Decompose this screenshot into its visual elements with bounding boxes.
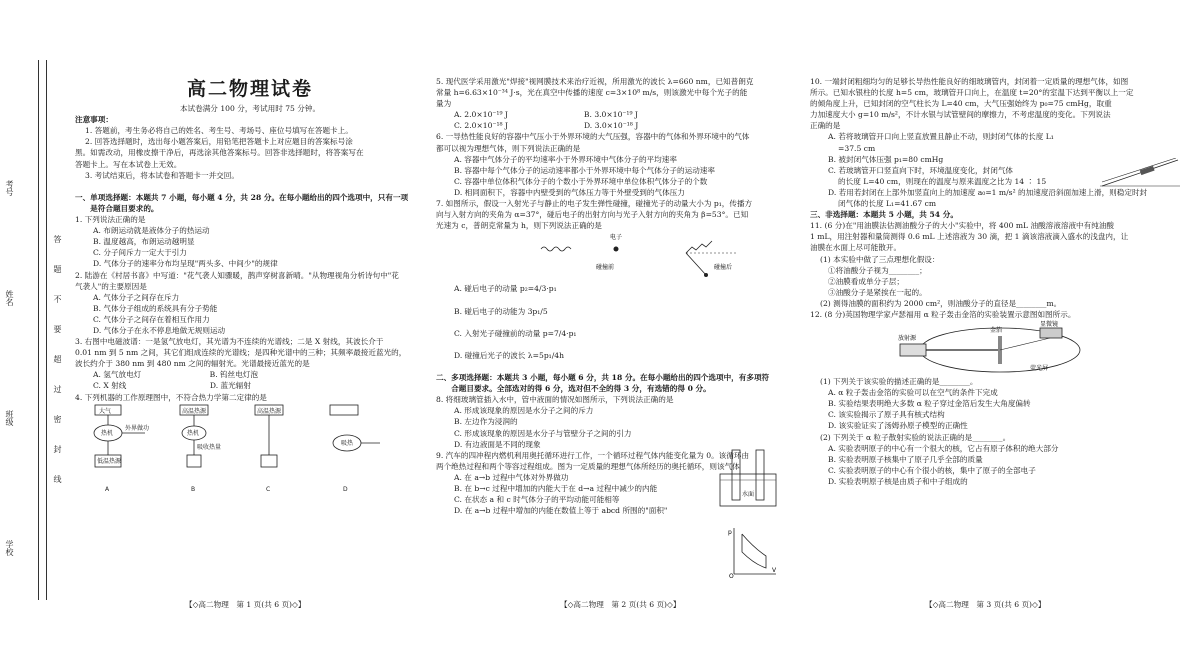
seal-char: 线 (53, 475, 62, 483)
otto-cycle-figure (728, 526, 778, 578)
text-line: A. 2.0×10⁻¹⁹ J B. 3.0×10⁻¹⁹ J (454, 110, 638, 120)
text-line (75, 181, 425, 192)
text-line: 1. 答题前，考生务必将自己的姓名、考生号、考场号、座位号填写在答题卡上。 (85, 126, 353, 136)
text-line: 两个绝热过程和两个等容过程组成。图为一定质量的理想气体所经历的奥托循环，则该气体 (436, 461, 740, 471)
fig-label: 吸热 (341, 439, 354, 447)
text-line: 9. 汽车的四冲程内燃机利用奥托循环进行工作，一个循环过程气体内能变化量为 0。该循环由 (436, 450, 750, 460)
text-line: 1 mL，用注射器和量筒测得 0.6 mL 上述溶液为 30 滴，把 1 滴该溶液滴入盛水的浅盘内，让 (810, 232, 1129, 242)
page-footer-3: 【◇高二物理 第 3 页(共 6 页)◇】 (925, 600, 1046, 609)
text-line: 正确的是 (810, 121, 841, 131)
text-line: D. 气体分子的速率分布均呈现"两头多、中间少"的规律 (93, 259, 278, 269)
text-line: 2. 陆游在《村居书喜》中写道："花气袭人知骤暖，鹊声穿树喜新晴。"从物理视角分析诗句中"花 (75, 270, 399, 280)
field-label: 姓名 (5, 290, 14, 306)
text-line: C. 容器中单位体积气体分子的个数小于外界环境中单位体积气体分子的个数 (454, 176, 708, 186)
text-line: 6. 一导热性能良好的容器中气压小于外界环境的大气压强，容器中的气体和外界环境中的气体 (436, 132, 750, 142)
text-line: B. 实验表明原子核集中了原子几乎全部的质量 (828, 454, 983, 464)
fig-label: 吸收热量 (197, 443, 222, 451)
axis-label: V (772, 567, 777, 574)
question-12-figure (810, 320, 1180, 376)
tube-figure (1100, 158, 1180, 188)
fig-label: 高温热源 (257, 407, 282, 415)
column-2-text (436, 76, 794, 231)
text-line: ②油膜看成单分子层； (828, 276, 904, 286)
text-line: 的长度 L=40 cm，则现在的温度与原来温度之比为 14 ∶ 15 (828, 176, 1047, 186)
text-line: 油膜在水面上尽可能散开。 (810, 243, 902, 253)
text-line: B. 实验结果表明绝大多数 α 粒子穿过金箔后发生大角度偏转 (828, 399, 1031, 409)
axis-label: O (729, 573, 734, 578)
text-line: 7. 如图所示，假设一入射光子与静止的电子发生弹性碰撞，碰撞光子的动量大小为 p₁，传播方 (436, 199, 753, 209)
text-line: A. 容器中气体分子的平均速率小于外界环境中气体分子的平均速率 (454, 154, 677, 164)
binding-margin (0, 60, 70, 600)
fig-label: 热机 (187, 429, 200, 437)
text-line: D. 相同面积下，容器中内壁受到的气体压力等于外壁受到的气体压力 (454, 187, 685, 197)
text-line: A. 在 a→b 过程中气体对外界做功 (454, 472, 569, 482)
text-line: 光速为 c，普朗克常量为 h，则下列说法正确的是 (436, 221, 602, 231)
text-line: 答题卡上。写在本试卷上无效。 (75, 159, 182, 169)
field-label: 考号 (5, 180, 14, 196)
text-line: C. 在状态 a 和 c 时气体分子的平均动能可能相等 (454, 495, 620, 505)
fig-label: D (343, 485, 348, 493)
question-7-figure (436, 231, 794, 283)
exam-subtitle: 本试卷满分 100 分，考试用时 75 分钟。 (179, 104, 321, 114)
text-line: D. 在 a→b 过程中增加的内能在数值上等于 abcd 所围的"面积" (454, 506, 668, 516)
text-line: B. 左边作为浸润的 (454, 417, 518, 427)
text-line: B. 在 b→c 过程中增加的内能大于在 d→a 过程中减少的内能 (454, 484, 658, 493)
text-line: D. 有边液面是不同的现象 (454, 439, 541, 449)
text-line: 闭气体的长度 L₁=41.67 cm (828, 199, 937, 209)
text-line: 所示。已知水银柱的长度 h=5 cm，玻璃管开口向上，在温度 t=20°的室温下达到平衡以上一定 (810, 88, 1134, 98)
text-line: B. 温度越高，布朗运动越明显 (93, 237, 195, 247)
fig-label: 碰撞后 (714, 264, 733, 272)
column-3-text (810, 76, 1180, 320)
text-line: B. 碰后电子的动能为 3p₁/5 (454, 306, 548, 316)
text-line: 10. 一端封闭粗细均匀的足够长导热性能良好的细玻璃管内，封闭着一定质量的理想气体，如图 (810, 77, 1129, 86)
fig-label: 高温热源 (182, 407, 207, 415)
question-4-figures (75, 403, 425, 495)
fig-label: 碰撞前 (596, 264, 615, 272)
seal-char: 要 (53, 325, 62, 333)
section-heading: 注意事项： (75, 115, 113, 125)
seal-line (46, 60, 47, 600)
column-3 (810, 76, 1180, 487)
text-line (436, 294, 794, 305)
text-line: 8. 将细玻璃管插入水中，管中液面的情况如图所示，下列说法正确的是 (436, 395, 674, 405)
seal-char: 密 (53, 415, 62, 423)
text-line: (2) 下列关于 α 粒子散射实验的说法正确的是________。 (820, 432, 1011, 442)
text-line: C. 该实验揭示了原子具有核式结构 (828, 410, 945, 420)
fig-label: C (266, 485, 271, 493)
section-heading: 合题目要求。全部选对的得 6 分，选对但不全的得 3 分，有选错的得 0 分。 (436, 384, 711, 394)
seal-line (38, 60, 39, 600)
text-line: A. 碰后电子的动量 p₂=4/3·p₁ (454, 284, 557, 294)
seal-char: 超 (53, 355, 62, 363)
section-heading: 三、非选择题：本题共 5 小题，共 54 分。 (810, 210, 958, 220)
text-line: ①将油酸分子视为________； (828, 265, 927, 275)
text-line: 4. 下列机器的工作原理图中，不符合热力学第二定律的是 (75, 392, 267, 402)
fig-label: 电子 (610, 234, 623, 242)
text-line: B. 容器中每个气体分子的运动速率都小于外界环境中每个气体分子的运动速率 (454, 165, 715, 175)
text-line: 3. 右图中电磁波谱：一是氢气放电灯，其光谱为不连续的光谱线；二是 X 射线，其波长介于 (75, 337, 384, 347)
rutherford-apparatus (890, 320, 1090, 376)
text-line: D. 气体分子在永不停息地做无规则运动 (93, 325, 226, 335)
seal-char: 封 (53, 445, 62, 453)
text-line: 的倾角度上升，已知封闭的空气柱长为 L=40 cm，大气压强始终为 p₀=75 cmHg，取重 (810, 99, 1112, 109)
text-line: B. 被封闭气体压强 p₁=80 cmHg (828, 154, 944, 164)
fig-label: 热机 (101, 429, 114, 437)
seal-char: 答 (53, 235, 62, 243)
text-line: =37.5 cm (828, 143, 876, 153)
column-1-text (75, 114, 425, 402)
column-3-text-b (810, 376, 1180, 487)
text-line: (1) 下列关于该实验的描述正确的是________。 (820, 377, 978, 387)
seal-char: 过 (53, 385, 62, 393)
text-line: D. 该实验证实了汤姆孙原子模型的正确性 (828, 421, 968, 431)
text-line: A. 布朗运动就是液体分子的热运动 (93, 226, 210, 236)
text-line: A. 气体分子之间存在斥力 (93, 292, 180, 302)
fig-label: 水面 (742, 491, 755, 498)
text-line: 量为 (436, 99, 452, 109)
text-line: 都可以视为理想气体，则下列说法正确的是 (436, 143, 581, 153)
text-line: D. 若用若封闭在上部外加竖直向上的加速度 a₀=1 m/s² 的加速度沿斜面加速上滑，则稳定时封 (828, 187, 1148, 197)
text-line: 12. (8 分)英国物理学家卢瑟福用 α 粒子轰击金箔的实验装置示意图如图所示。 (810, 309, 1076, 319)
text-line: 向与入射方向的夹角为 α=37°，碰后电子的出射方向与光子入射方向的夹角为 β=53°。已知 (436, 210, 749, 220)
text-line: A. α 粒子轰击金箔的实验可以在空气的条件下完成 (828, 388, 998, 398)
axis-label: p (728, 529, 732, 536)
text-line: 3. 考试结束后，将本试卷和答题卡一并交回。 (85, 170, 239, 180)
text-line: 1. 下列说法正确的是 (75, 215, 146, 225)
column-2 (436, 76, 794, 578)
seal-char: 题 (53, 265, 62, 273)
text-line: ③油酸分子是紧挨在一起的。 (828, 287, 927, 297)
text-line: C. 气体分子之间存在着相互作用力 (93, 314, 210, 324)
text-line: 2. 回答选择题时，选出每小题答案后，用铅笔把答题卡上对应题目的答案标号涂 (85, 137, 353, 147)
text-line: C. 形成该现象的原因是水分子与管壁分子之间的引力 (454, 428, 632, 438)
page-footer-2: 【◇高二物理 第 2 页(共 6 页)◇】 (560, 600, 681, 609)
text-line: 气袭人"的主要原因是 (75, 281, 147, 291)
text-line: 5. 现代医学采用激光"焊接"视网膜技术来治疗近视，所用激光的波长 λ=660 nm，已知普朗克 (436, 77, 754, 86)
text-line: A. 若将玻璃管开口向上竖直放置且静止不动，则封闭气体的长度 L₁ (828, 132, 1054, 142)
field-label: 班级 (5, 410, 14, 426)
section-heading: 一、单项选择题：本题共 7 小题，每小题 4 分，共 28 分。在每小题给出的四个选项中，只有一项 (75, 192, 409, 202)
heat-engine-diagrams (75, 403, 415, 495)
fig-label: 荧光屏 (1030, 365, 1049, 373)
fig-label: A (105, 485, 110, 493)
fig-label: 低温热源 (97, 457, 122, 465)
capillary-figure (718, 448, 778, 508)
text-line: 波长约介于 380 nm 到 480 nm 之间的辐射光。光谱最接近蓝光的是 (75, 359, 310, 369)
fig-label: 显微镜 (1040, 321, 1059, 329)
fig-label: 放射源 (898, 335, 917, 343)
text-line (436, 361, 794, 372)
fig-label: 外界做功 (125, 424, 150, 432)
text-line: C. 入射光子碰撞前的动量 p=7/4·p₁ (454, 328, 577, 338)
text-line: 力加速度大小 g=10 m/s²，不计水银与试管壁间的摩擦力，不考虑温度的变化。下列说法 (810, 110, 1111, 120)
fig-label: B (191, 485, 196, 493)
text-line: D. 碰撞后光子的波长 λ=5p₁/4h (454, 350, 565, 360)
text-line: A. 形成该现象的原因是水分子之间的斥力 (454, 406, 594, 416)
text-line: C. 实验表明原子的中心有个很小的核，集中了原子的全部电子 (828, 465, 1036, 475)
text-line: B. 气体分子组成的系统具有分子势能 (93, 303, 218, 313)
page-title: 高二物理试卷 (186, 78, 313, 100)
fig-label: 大气 (99, 407, 112, 415)
text-line (436, 317, 794, 328)
compton-diagram (536, 231, 756, 283)
text-line: C. 若玻璃管开口竖直向下时，环境温度变化，封闭气体 (828, 165, 1014, 175)
text-line: C. 2.0×10⁻¹⁸ J D. 3.0×10⁻¹⁸ J (454, 121, 639, 131)
text-line: (2) 测得油膜的面积约为 2000 cm²，则油酸分子的直径是________m。 (820, 298, 1062, 308)
text-line: (1) 本实验中做了三点理想化假设： (820, 254, 940, 264)
text-line: D. 实验表明原子核是由质子和中子组成的 (828, 476, 968, 486)
text-line: 常量 h=6.63×10⁻³⁴ J·s，光在真空中传播的速度 c=3×10⁸ m/s，则该激光中每个光子的能 (436, 88, 748, 98)
section-heading: 是符合题目要求的。 (75, 203, 159, 213)
text-line: C. 分子间斥力一定大于引力 (93, 248, 187, 258)
text-line: 11. (6 分)在"用油膜法估测油酸分子的大小"实验中，将 400 mL 油酸溶液溶液中有纯油酸 (810, 221, 1115, 231)
field-label: 学校 (5, 540, 14, 556)
fig-label: 金箔 (990, 327, 1003, 335)
column-1 (75, 70, 425, 495)
text-line: A. 实验表明原子的中心有一个很大的核，它占有原子体积的绝大部分 (828, 443, 1059, 453)
text-line: 黑。如需改动，用橡皮擦干净后，再选涂其他答案标号。回答非选择题时，将答案写在 (75, 148, 364, 158)
page-footer-1: 【◇高二物理 第 1 页(共 6 页)◇】 (185, 600, 306, 609)
section-heading: 二、多项选择题：本题共 3 小题，每小题 6 分，共 18 分。在每小题给出的四个选项中，有多项符 (436, 373, 770, 383)
text-line: 0.01 nm 到 5 nm 之间，其它们组成连续的光谱线；是四种光谱中的三种；其频率最接近蓝光的， (75, 348, 407, 358)
text-line (436, 339, 794, 350)
text-line: A. 氢气放电灯 B. 钨丝电灯泡 (93, 370, 258, 380)
text-line: C. X 射线 D. 蓝光辐射 (93, 381, 251, 391)
seal-char: 不 (53, 295, 62, 303)
